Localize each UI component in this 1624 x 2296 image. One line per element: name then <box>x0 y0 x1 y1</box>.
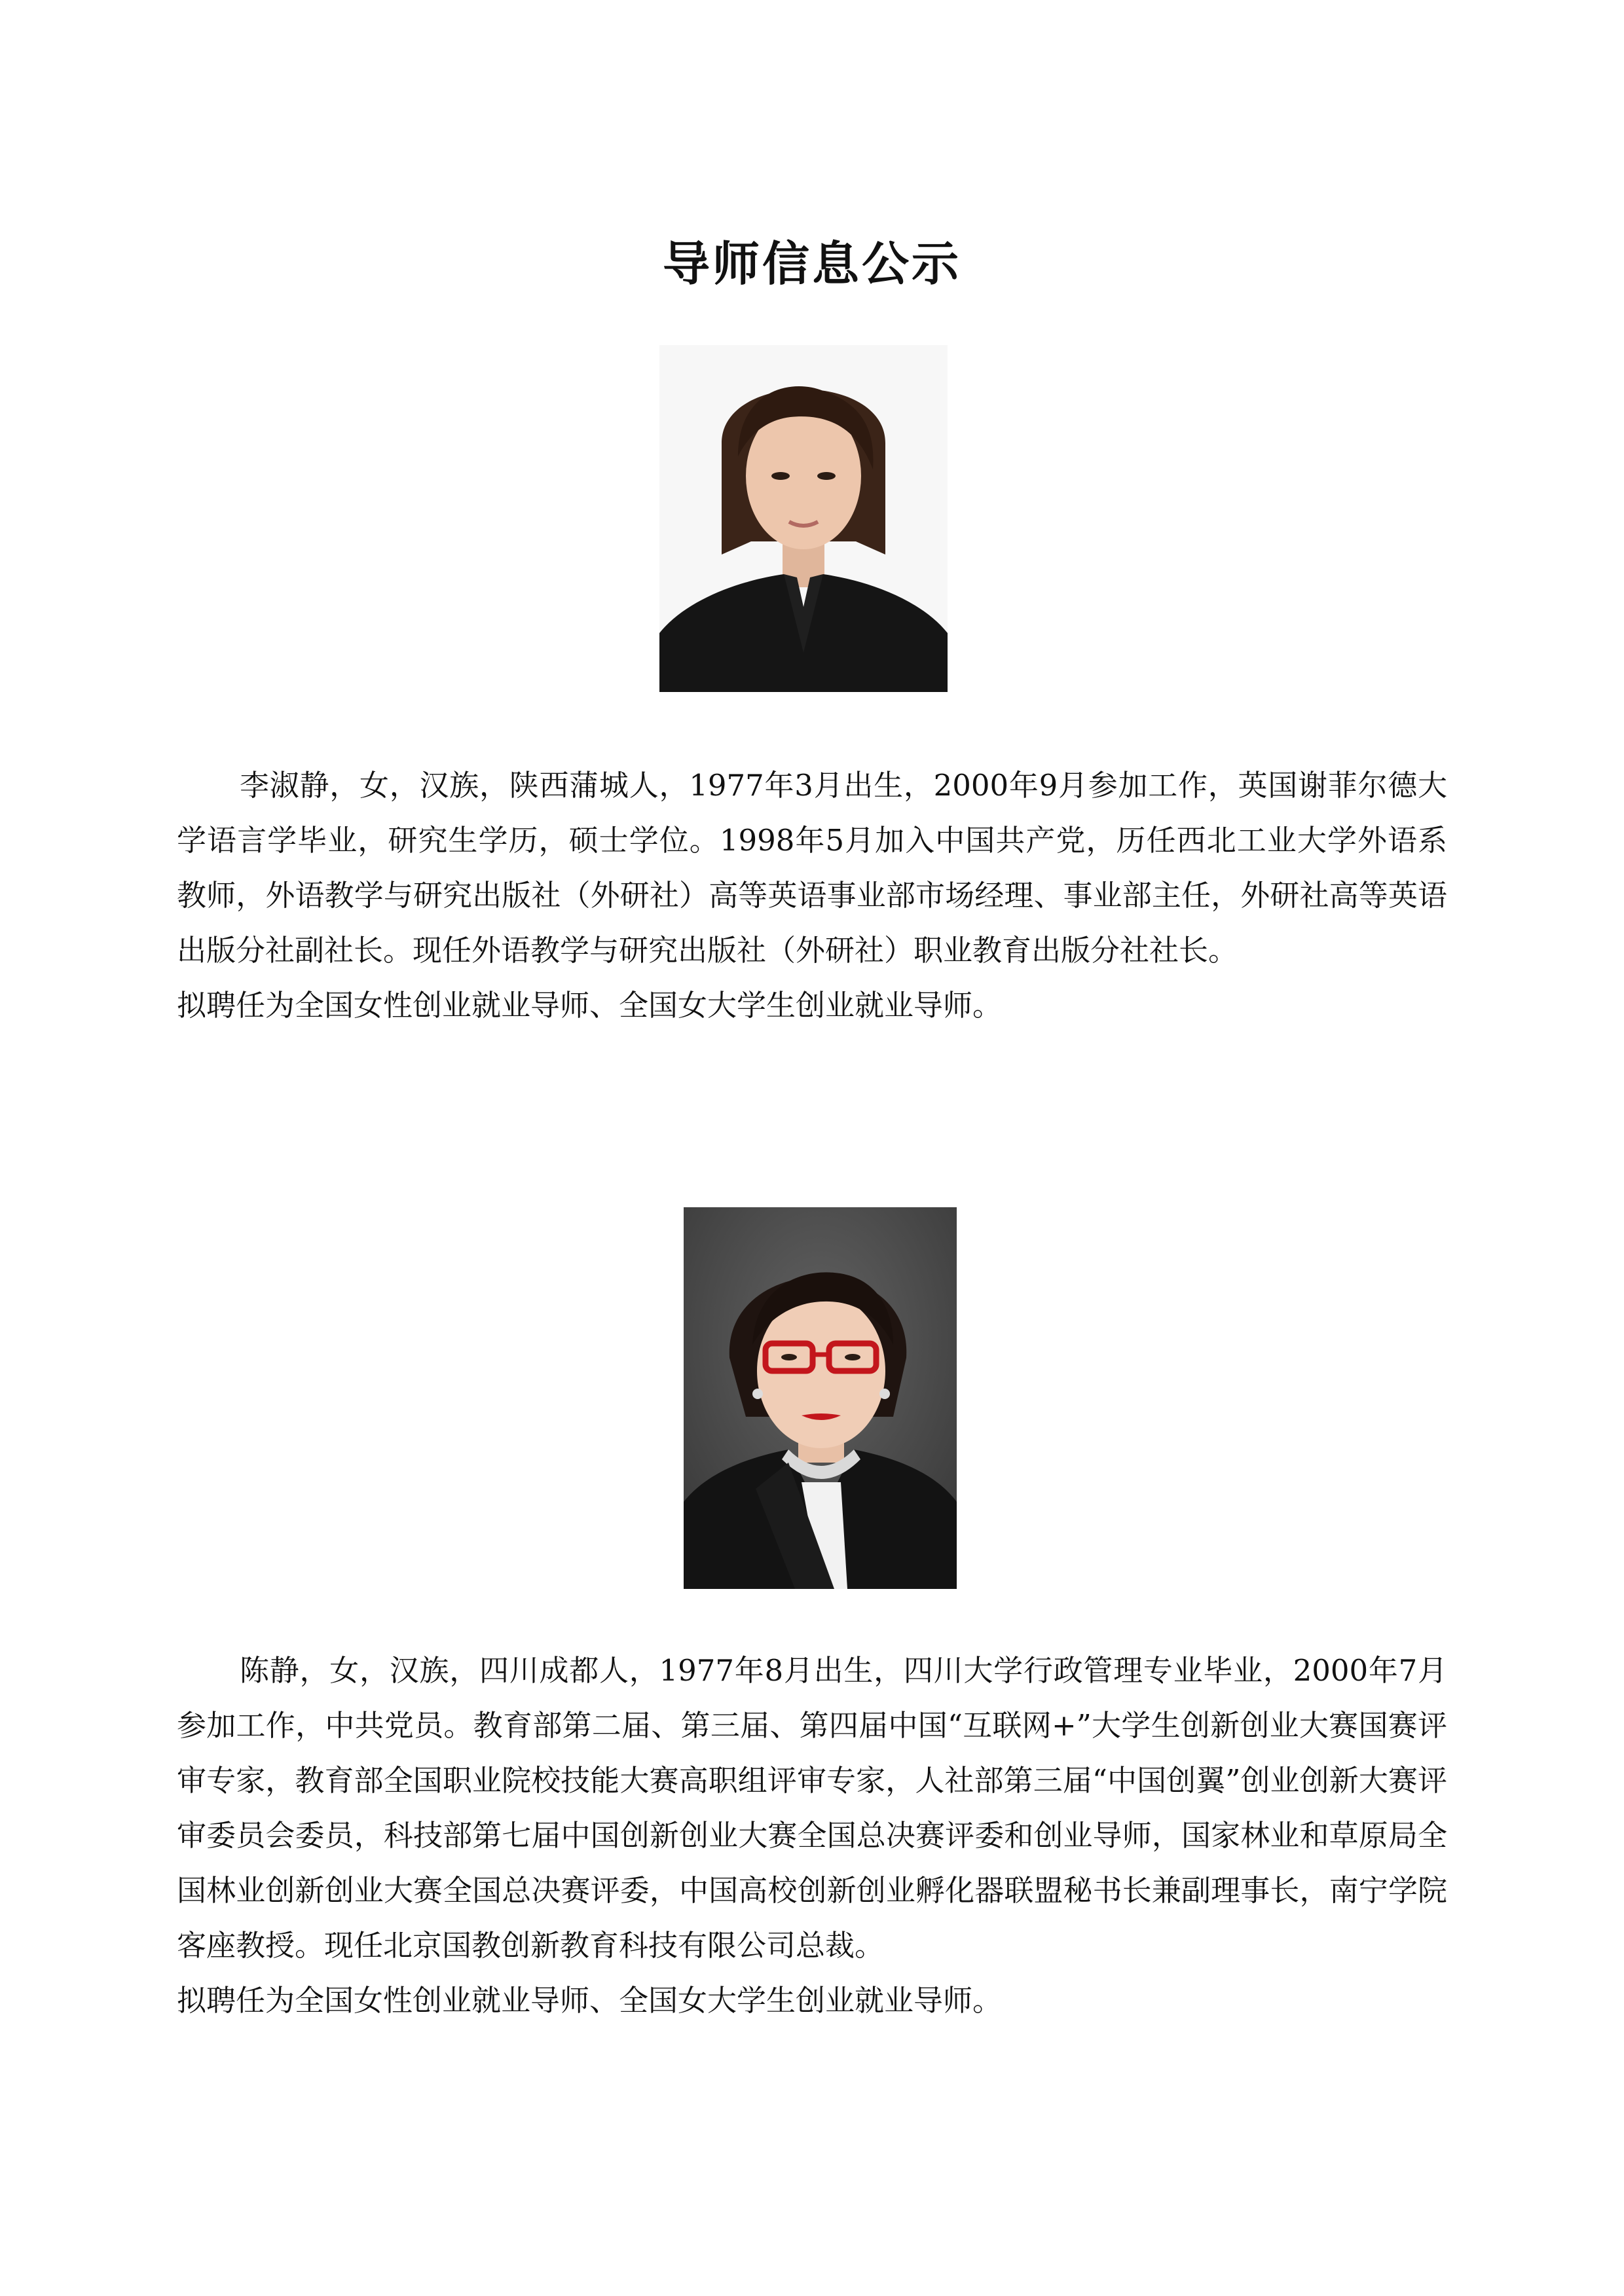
mentor-appointment: 拟聘任为全国女性创业就业导师、全国女大学生创业就业导师。 <box>177 1983 1003 2018</box>
mentor-appointment: 拟聘任为全国女性创业就业导师、全国女大学生创业就业导师。 <box>177 988 1003 1023</box>
mentor-bio-text: 陈静，女，汉族，四川成都人，1977年8月出生，四川大学行政管理专业毕业，2000年7月参加工作，中共党员。教育部第二届、第三届、第四届中国“互联网+”大学生创新创业大赛国赛评审专家，教育部全国职业院校技能大赛高职组评审专家，人社部第三届“中国创翼”创业创新大赛评审委员会委员，科技部第七届中国创新创业大赛全国总决赛评委和创业导师，国家林业和草原局全国林业创新创业大赛全国总决赛评委，中国高校创新创业孵化器联盟秘书长兼副理事长，南宁学院客座教授。现任北京国教创新教育科技有限公司总裁。 <box>177 1653 1447 1963</box>
page-title: 导师信息公示 <box>662 236 961 292</box>
mentor-portrait-1 <box>659 345 948 692</box>
mentor-portrait-2 <box>684 1207 957 1589</box>
mentor-bio-2 <box>177 1643 1447 2028</box>
mentor-bio-1 <box>177 758 1447 1033</box>
mentor-photo-2 <box>684 1207 957 1589</box>
mentor-photo-1 <box>659 345 948 692</box>
mentor-bio-text: 李淑静，女，汉族，陕西蒲城人，1977年3月出生，2000年9月参加工作，英国谢菲尔德大学语言学毕业，研究生学历，硕士学位。1998年5月加入中国共产党，历任西北工业大学外语系教师，外语教学与研究出版社（外研社）高等英语事业部市场经理、事业部主任，外研社高等英语出版分社副社长。现任外语教学与研究出版社（外研社）职业教育出版分社社长。 <box>177 768 1447 968</box>
